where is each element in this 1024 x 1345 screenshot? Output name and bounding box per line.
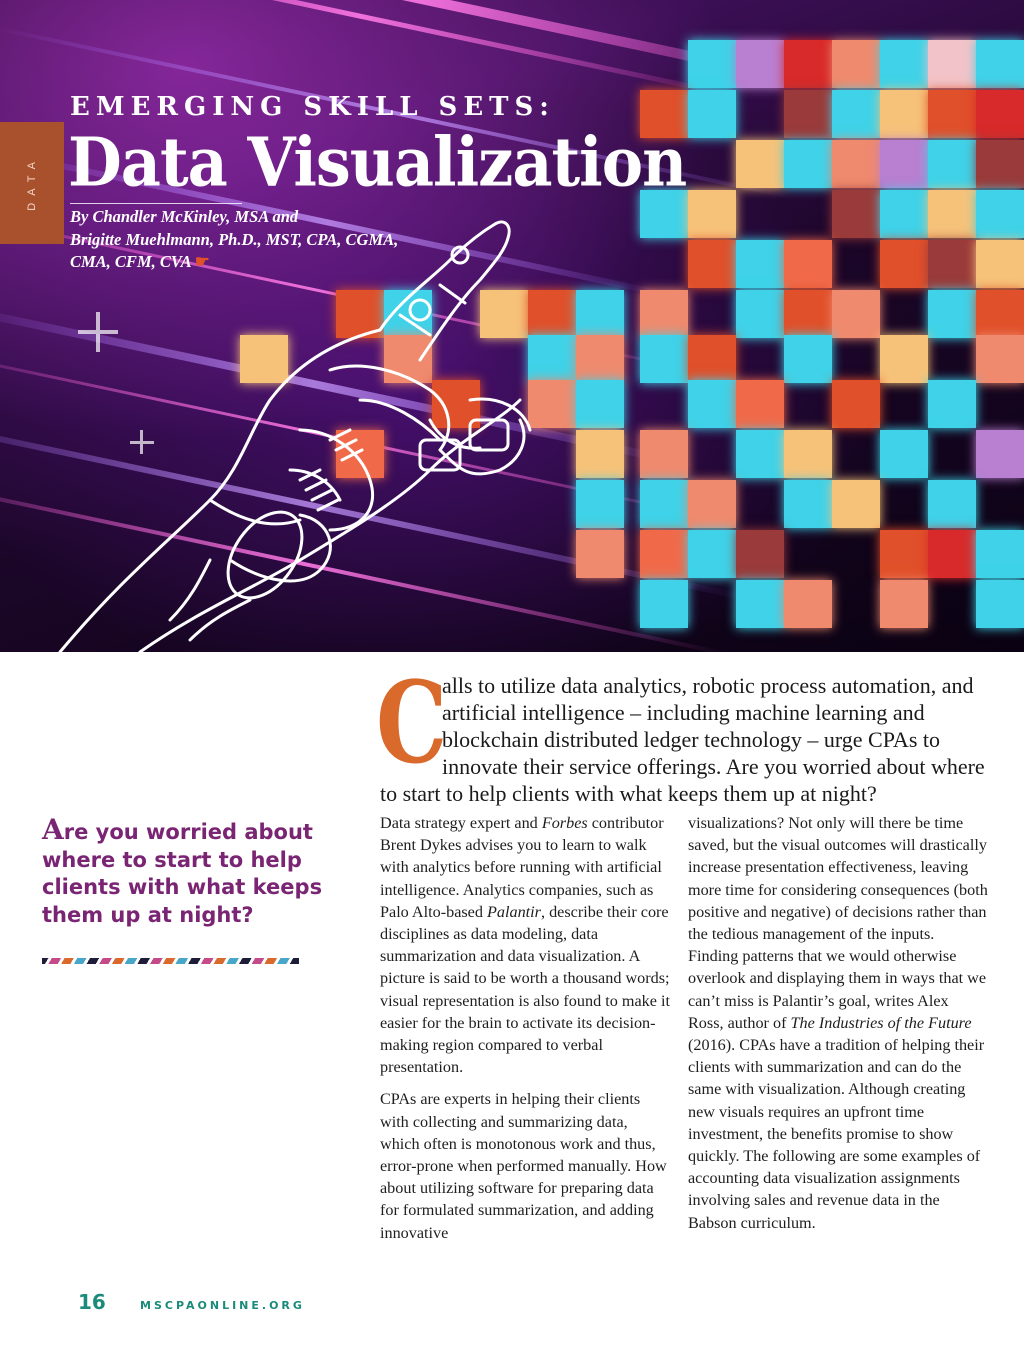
pixel-tile: [976, 335, 1024, 383]
section-tab-label: DATA: [26, 155, 38, 211]
pixel-tile: [784, 580, 832, 628]
pixel-tile: [976, 40, 1024, 88]
pixel-tile: [928, 380, 976, 428]
pixel-tile: [880, 140, 928, 188]
pixel-tile: [784, 240, 832, 288]
pixel-tile: [880, 40, 928, 88]
section-tab: [0, 122, 64, 244]
body-paragraph: visualizations? Not only will there be time saved, but the visual outcomes will drastically increase presentation effectiveness, leaving more time for considering consequences (both positive and negative) of decisions rather than the tedious management of the inputs. Finding patterns that we would otherwise overlook and displaying them in ways that we can’t miss is Palantir’s goal, writes Alex Ross, author of The Industries of the Future (2016). CPAs have a tradition of helping their clients with summarization and can do the same with visualization. Although creating new visuals requires an upfront time investment, the benefits promise to show quickly. The following are some examples of accounting data visualization assignments involving sales and revenue data in the Babson curriculum.: [688, 814, 988, 1232]
pointing-hand-icon: ☛: [194, 252, 210, 271]
pixel-tile: [640, 290, 688, 338]
pixel-tile: [736, 240, 784, 288]
article-title: Data Visualization: [68, 122, 687, 202]
site-url[interactable]: MSCPAONLINE.ORG: [140, 1299, 305, 1312]
pixel-tile: [928, 40, 976, 88]
pixel-tile: [640, 430, 688, 478]
pixel-tile: [736, 530, 784, 578]
byline-line: Brigitte Muehlmann, Ph.D., MST, CPA, CGMA,: [70, 229, 399, 249]
pixel-tile: [928, 530, 976, 578]
pixel-tile: [976, 290, 1024, 338]
pixel-tile: [976, 140, 1024, 188]
pixel-tile: [880, 90, 928, 138]
pixel-tile: [832, 290, 880, 338]
pull-quote: [42, 813, 332, 929]
pixel-tile: [880, 530, 928, 578]
body-column-2: [688, 812, 988, 1244]
hero-illustration: [0, 0, 1024, 652]
pixel-tile: [976, 90, 1024, 138]
lead-text: alls to utilize data analytics, robotic process automation, and artificial intelligence – including machine learning and blockchain distributed ledger technology – urge CPAs to innovate their service offerings. Are you worried about where to start to help clients with what keeps them up at night?: [380, 673, 985, 806]
pixel-tile: [784, 335, 832, 383]
byline-line: By Chandler McKinley, MSA and: [70, 207, 299, 226]
pixel-tile: [832, 90, 880, 138]
pixel-tile: [784, 90, 832, 138]
pixel-tile: [640, 580, 688, 628]
pull-quote-initial: A: [42, 813, 64, 846]
pixel-tile: [880, 580, 928, 628]
pixel-tile: [976, 190, 1024, 238]
pixel-tile: [688, 90, 736, 138]
pull-quote-text: re you worried about where to start to help clients with what keeps them up at night?: [42, 820, 323, 927]
pixel-tile: [976, 240, 1024, 288]
pixel-tile: [688, 335, 736, 383]
pixel-tile: [736, 580, 784, 628]
pixel-tile: [976, 530, 1024, 578]
pixel-tile: [688, 380, 736, 428]
pixel-tile: [832, 480, 880, 528]
byline: [70, 206, 398, 274]
pixel-tile: [736, 140, 784, 188]
byline-line: CMA, CFM, CVA ☛: [70, 252, 210, 271]
pixel-tile: [928, 140, 976, 188]
lead-paragraph: [376, 658, 990, 807]
pixel-tile: [688, 40, 736, 88]
pixel-tile: [736, 380, 784, 428]
pixel-tile: [928, 90, 976, 138]
pixel-tile: [832, 190, 880, 238]
pixel-tile: [640, 335, 688, 383]
pixel-tile: [880, 240, 928, 288]
pixel-tile: [784, 140, 832, 188]
pixel-tile: [832, 140, 880, 188]
pixel-tile: [736, 40, 784, 88]
pixel-tile: [688, 480, 736, 528]
pixel-tile: [976, 580, 1024, 628]
pixel-tile: [832, 40, 880, 88]
pixel-tile: [928, 290, 976, 338]
pixel-tile: [928, 190, 976, 238]
pixel-tile: [784, 480, 832, 528]
title-rule: [70, 203, 242, 204]
pixel-tile: [880, 190, 928, 238]
pixel-tile: [880, 335, 928, 383]
pixel-tile: [736, 290, 784, 338]
pixel-tile: [928, 240, 976, 288]
pixel-tile: [880, 430, 928, 478]
article-kicker: EMERGING SKILL SETS:: [70, 92, 555, 122]
pixel-tile: [688, 190, 736, 238]
pixel-tile: [688, 530, 736, 578]
body-paragraph: CPAs are experts in helping their clients with collecting and summarizing data, which often is monotonous work and thus, error-prone when performed manually. How about utilizing software for preparing data for formulated summarization, and adding innovative: [380, 1090, 667, 1242]
pixel-tile: [832, 380, 880, 428]
pixel-tile: [640, 480, 688, 528]
pixel-tile: [688, 240, 736, 288]
pixel-tile: [976, 430, 1024, 478]
body-paragraph: Data strategy expert and Forbes contributor Brent Dykes advises you to learn to walk with analytics before running with artificial intelligence. Analytics companies, such as Palo Alto-based Palantir, describe their core disciplines as data modeling, data summarization and data visualization. A picture is said to be worth a thousand words; visual representation is also found to make it easier for the brain to activate its decision-making region compared to verbal presentation.: [380, 814, 670, 1077]
drop-cap: C: [376, 658, 448, 789]
page-number: 16: [78, 1290, 106, 1314]
pixel-tile: [736, 430, 784, 478]
pixel-tile: [784, 430, 832, 478]
body-column-1: [380, 812, 670, 1254]
decorative-stripe: [42, 958, 299, 964]
pixel-tile: [784, 290, 832, 338]
pixel-tile: [640, 530, 688, 578]
pixel-tile: [928, 480, 976, 528]
pixel-tile: [784, 40, 832, 88]
